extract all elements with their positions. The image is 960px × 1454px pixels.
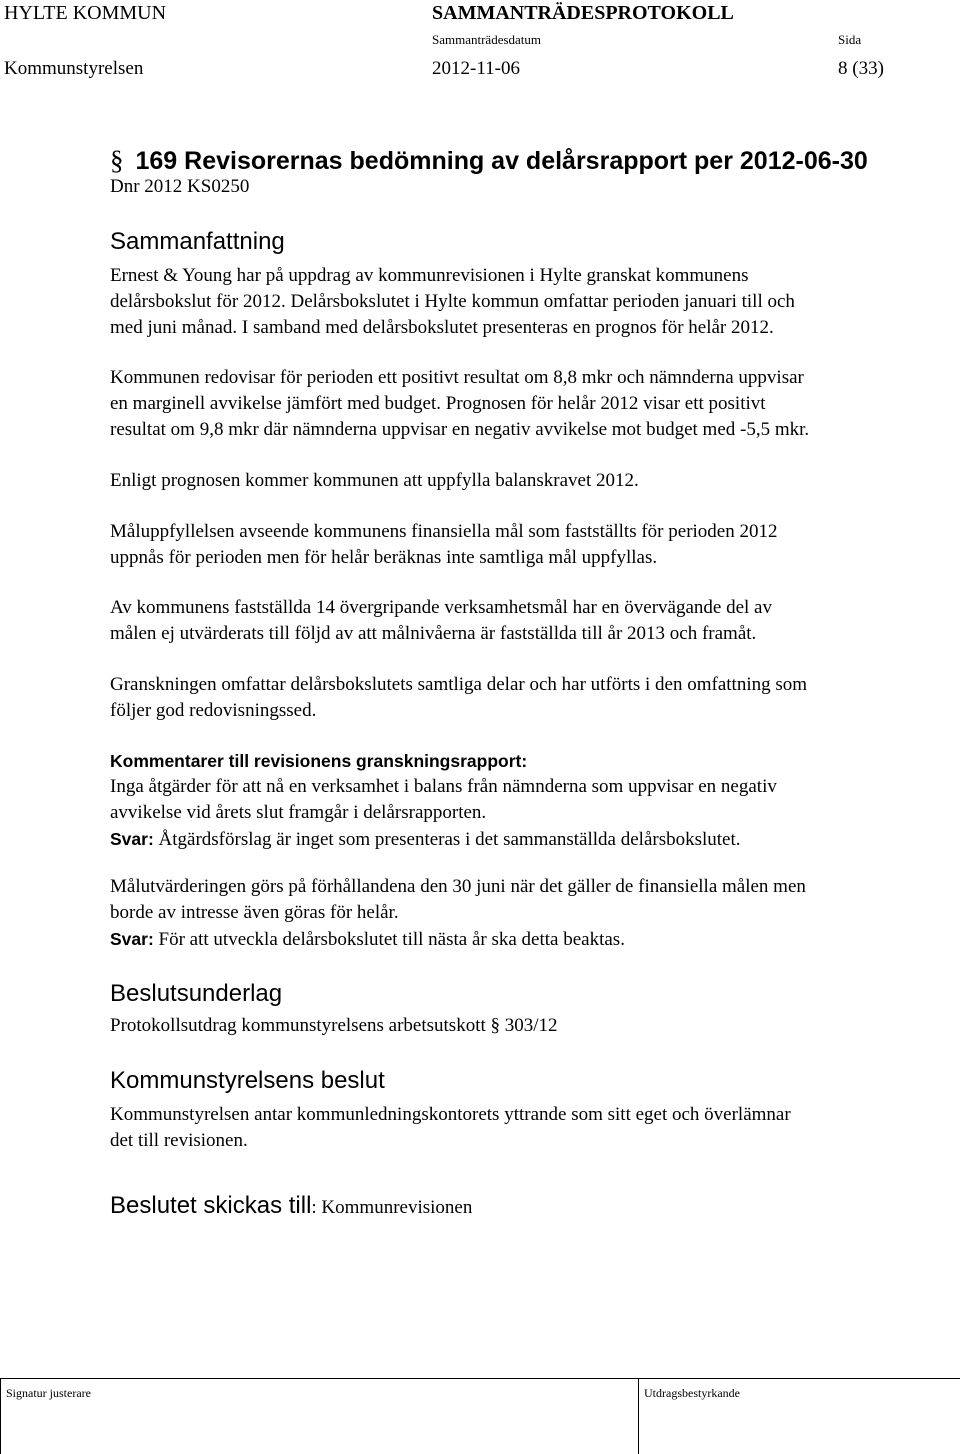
page-number: 8 (33) — [838, 58, 884, 79]
summary-paragraph-3 — [110, 468, 940, 494]
text-line: en marginell avvikelse jämfört med budget. Prognosen för helår 2012 visar ett positivt — [110, 393, 766, 414]
text-line: följer god redovisningssed. — [110, 700, 317, 721]
text-line: Av kommunens fastställda 14 övergripande verksamhetsmål har en övervägande del av — [110, 597, 772, 618]
comments-heading: Kommentarer till revisionens granskningsrapport: — [110, 751, 528, 771]
text-line: Målutvärderingen görs på förhållandena den 30 juni när det gäller de finansiella målen men — [110, 876, 806, 897]
text-line: delårsbokslut för 2012. Delårsbokslutet i Hylte kommun omfattar perioden januari till och — [110, 291, 795, 312]
answer-line-2 — [110, 926, 940, 952]
answer-label: Svar: — [110, 829, 154, 849]
text-line: uppnås för perioden men för helår beräknas inte samtliga mål uppfyllas. — [110, 547, 658, 568]
certification-field-label: Utdragsbestyrkande — [644, 1386, 740, 1400]
comments-section — [110, 748, 940, 852]
distribution-line — [110, 1192, 472, 1220]
summary-paragraph-1 — [110, 263, 940, 341]
distribution-recipient: : Kommunrevisionen — [311, 1197, 473, 1218]
meeting-date: 2012-11-06 — [432, 58, 520, 79]
text-line: resultat om 9,8 mkr där nämnderna uppvisar en negativ avvikelse mot budget med -5,5 mkr. — [110, 419, 810, 440]
summary-paragraph-4 — [110, 519, 940, 571]
text-line: det till revisionen. — [110, 1130, 248, 1151]
summary-paragraph-2 — [110, 365, 940, 443]
page-label: Sida — [838, 32, 862, 47]
text-line: Måluppfyllelsen avseende kommunens finansiella mål som fastställts för perioden 2012 — [110, 521, 778, 542]
section-heading-beslutsunderlag: Beslutsunderlag — [110, 980, 283, 1007]
paragraph-sign: § — [110, 145, 124, 175]
distribution-label: Beslutet skickas till — [110, 1192, 312, 1219]
text-line: Granskningen omfattar delårsbokslutets samtliga delar och har utförts i den omfattning som — [110, 674, 808, 695]
text-line: målen ej utvärderats till följd av att målnivåerna är fastställda till år 2013 och framåt. — [110, 623, 757, 644]
decision-text — [110, 1102, 940, 1154]
summary-paragraph-6 — [110, 672, 940, 724]
summary-paragraph-5 — [110, 595, 940, 647]
text-line: borde av intresse även göras för helår. — [110, 902, 399, 923]
footer-cell-divider — [638, 1378, 639, 1454]
text-line: Kommunstyrelsen antar kommunledningskontorets yttrande som sitt eget och överlämnar — [110, 1104, 791, 1125]
text-line: avvikelse vid årets slut framgår i delårsrapporten. — [110, 802, 487, 823]
section-heading-beslut: Kommunstyrelsens beslut — [110, 1067, 385, 1094]
decision-basis-text — [110, 1013, 940, 1039]
text-line: Enligt prognosen kommer kommunen att uppfylla balanskravet 2012. — [110, 470, 639, 491]
section-heading-sammanfattning: Sammanfattning — [110, 228, 285, 255]
committee-name: Kommunstyrelsen — [4, 58, 144, 79]
municipality-name: HYLTE KOMMUN — [4, 2, 167, 24]
text-line: Protokollsutdrag kommunstyrelsens arbetsutskott § 303/12 — [110, 1015, 558, 1036]
footer-divider — [0, 1378, 960, 1379]
comments-section-2 — [110, 874, 940, 952]
text-line: Kommunen redovisar för perioden ett positivt resultat om 8,8 mkr och nämnderna uppvisar — [110, 367, 804, 388]
document-type: SAMMANTRÄDESPROTOKOLL — [432, 2, 734, 24]
signature-field-label: Signatur justerare — [6, 1386, 91, 1400]
meeting-date-label: Sammanträdesdatum — [432, 32, 542, 47]
text-line: Ernest & Young har på uppdrag av kommunrevisionen i Hylte granskat kommunens — [110, 265, 749, 286]
footer-left-border — [0, 1378, 1, 1454]
text-line: Inga åtgärder för att nå en verksamhet i balans från nämnderna som uppvisar en negativ — [110, 776, 777, 797]
answer-line-1 — [110, 826, 940, 852]
answer-text: Åtgärdsförslag är inget som presenteras i det sammanställda delårsbokslutet. — [153, 829, 741, 850]
answer-text: För att utveckla delårsbokslutet till nästa år ska detta beaktas. — [153, 929, 625, 950]
text-line: med juni månad. I samband med delårsbokslutet presenteras en prognos för helår 2012. — [110, 317, 774, 338]
item-title — [110, 145, 868, 176]
diary-number: Dnr 2012 KS0250 — [110, 176, 250, 197]
item-title-text: 169 Revisorernas bedömning av delårsrapport per 2012-06-30 — [135, 147, 868, 175]
answer-label: Svar: — [110, 929, 154, 949]
